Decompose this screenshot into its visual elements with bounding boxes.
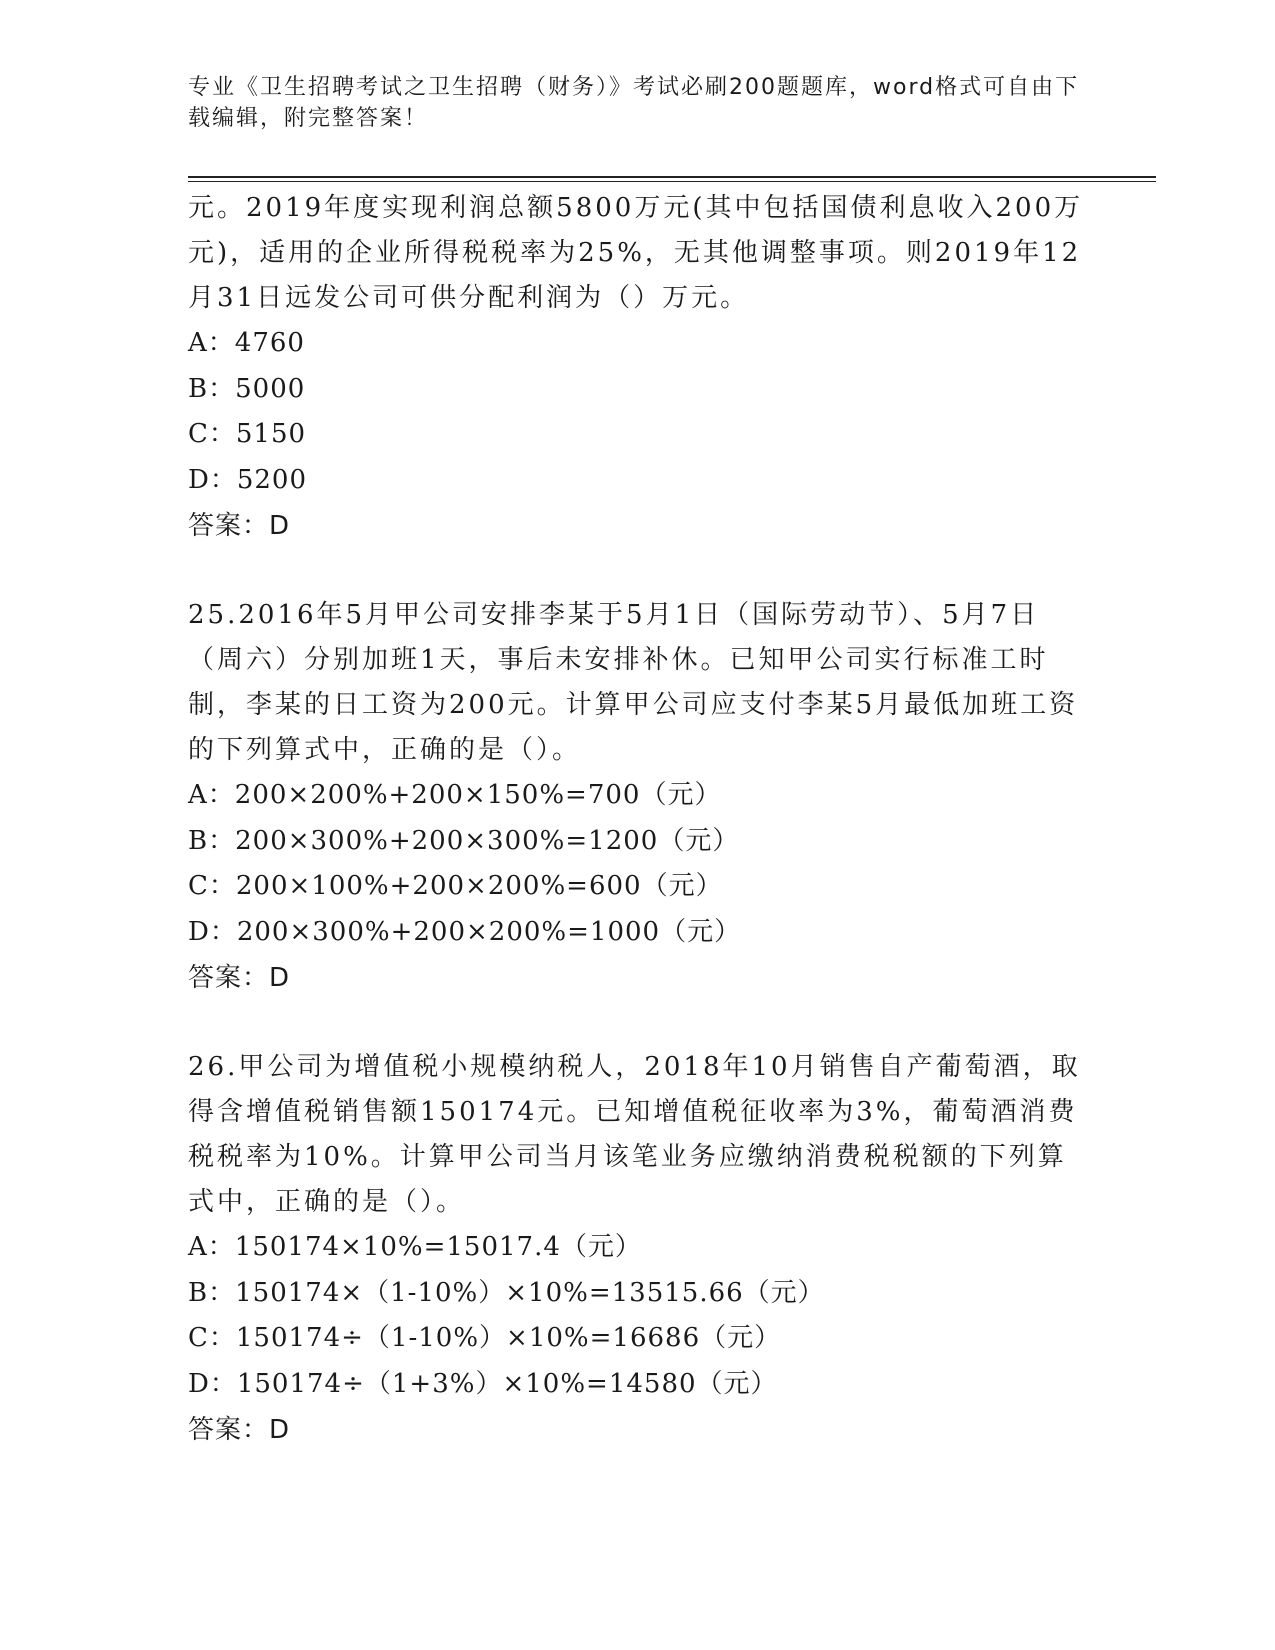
- question-stem: 元。2019年度实现利润总额5800万元(其中包括国债利息收入200万元)，适用的企业所得税税率为25%，无其他调整事项。则2019年12月31日远发公司可供分配利润为（）万元。: [188, 193, 1084, 313]
- question-24-continued: [188, 186, 1088, 549]
- option-a: A：200×200%+200×150%=700（元）: [188, 780, 722, 810]
- option-a: A：4760: [188, 328, 305, 358]
- option-c: C：200×100%+200×200%=600（元）: [188, 871, 723, 901]
- option-c: C：5150: [188, 419, 307, 449]
- option-b: B：5000: [188, 373, 306, 404]
- answer-line: 答案：D: [188, 963, 291, 993]
- option-d: D：150174÷（1+3%）×10%=14580（元）: [188, 1368, 778, 1399]
- option-a: A：150174×10%=15017.4（元）: [188, 1232, 642, 1262]
- document-header: 专业《卫生招聘考试之卫生招聘（财务）》考试必刷200题题库，word格式可自由下载编辑，附完整答案！: [188, 75, 1080, 131]
- option-d: D：200×300%+200×200%=1000（元）: [188, 916, 742, 947]
- answer-line: 答案：D: [188, 511, 291, 541]
- question-26: [188, 1045, 1088, 1453]
- header-divider-thick: [188, 176, 1156, 178]
- option-c: C：150174÷（1-10%）×10%=16686（元）: [188, 1323, 782, 1353]
- option-d: D：5200: [188, 464, 308, 495]
- header-divider-thin: [188, 181, 1156, 182]
- option-b: B：150174×（1-10%）×10%=13515.66（元）: [188, 1277, 825, 1308]
- answer-line: 答案：D: [188, 1415, 291, 1445]
- question-25: [188, 593, 1088, 1001]
- option-b: B：200×300%+200×300%=1200（元）: [188, 825, 740, 856]
- question-stem: 25.2016年5月甲公司安排李某于5月1日（国际劳动节）、5月7日（周六）分别加班1天，事后未安排补休。已知甲公司实行标准工时制，李某的日工资为200元。计算甲公司应支付李某5月最低加班工资的下列算式中，正确的是（）。: [188, 600, 1079, 765]
- question-stem: 26.甲公司为增值税小规模纳税人，2018年10月销售自产葡萄酒，取得含增值税销售额150174元。已知增值税征收率为3%，葡萄酒消费税税率为10%。计算甲公司当月该笔业务应缴纳消费税税额的下列算式中，正确的是（）。: [188, 1052, 1081, 1217]
- question-list: [188, 186, 1088, 1453]
